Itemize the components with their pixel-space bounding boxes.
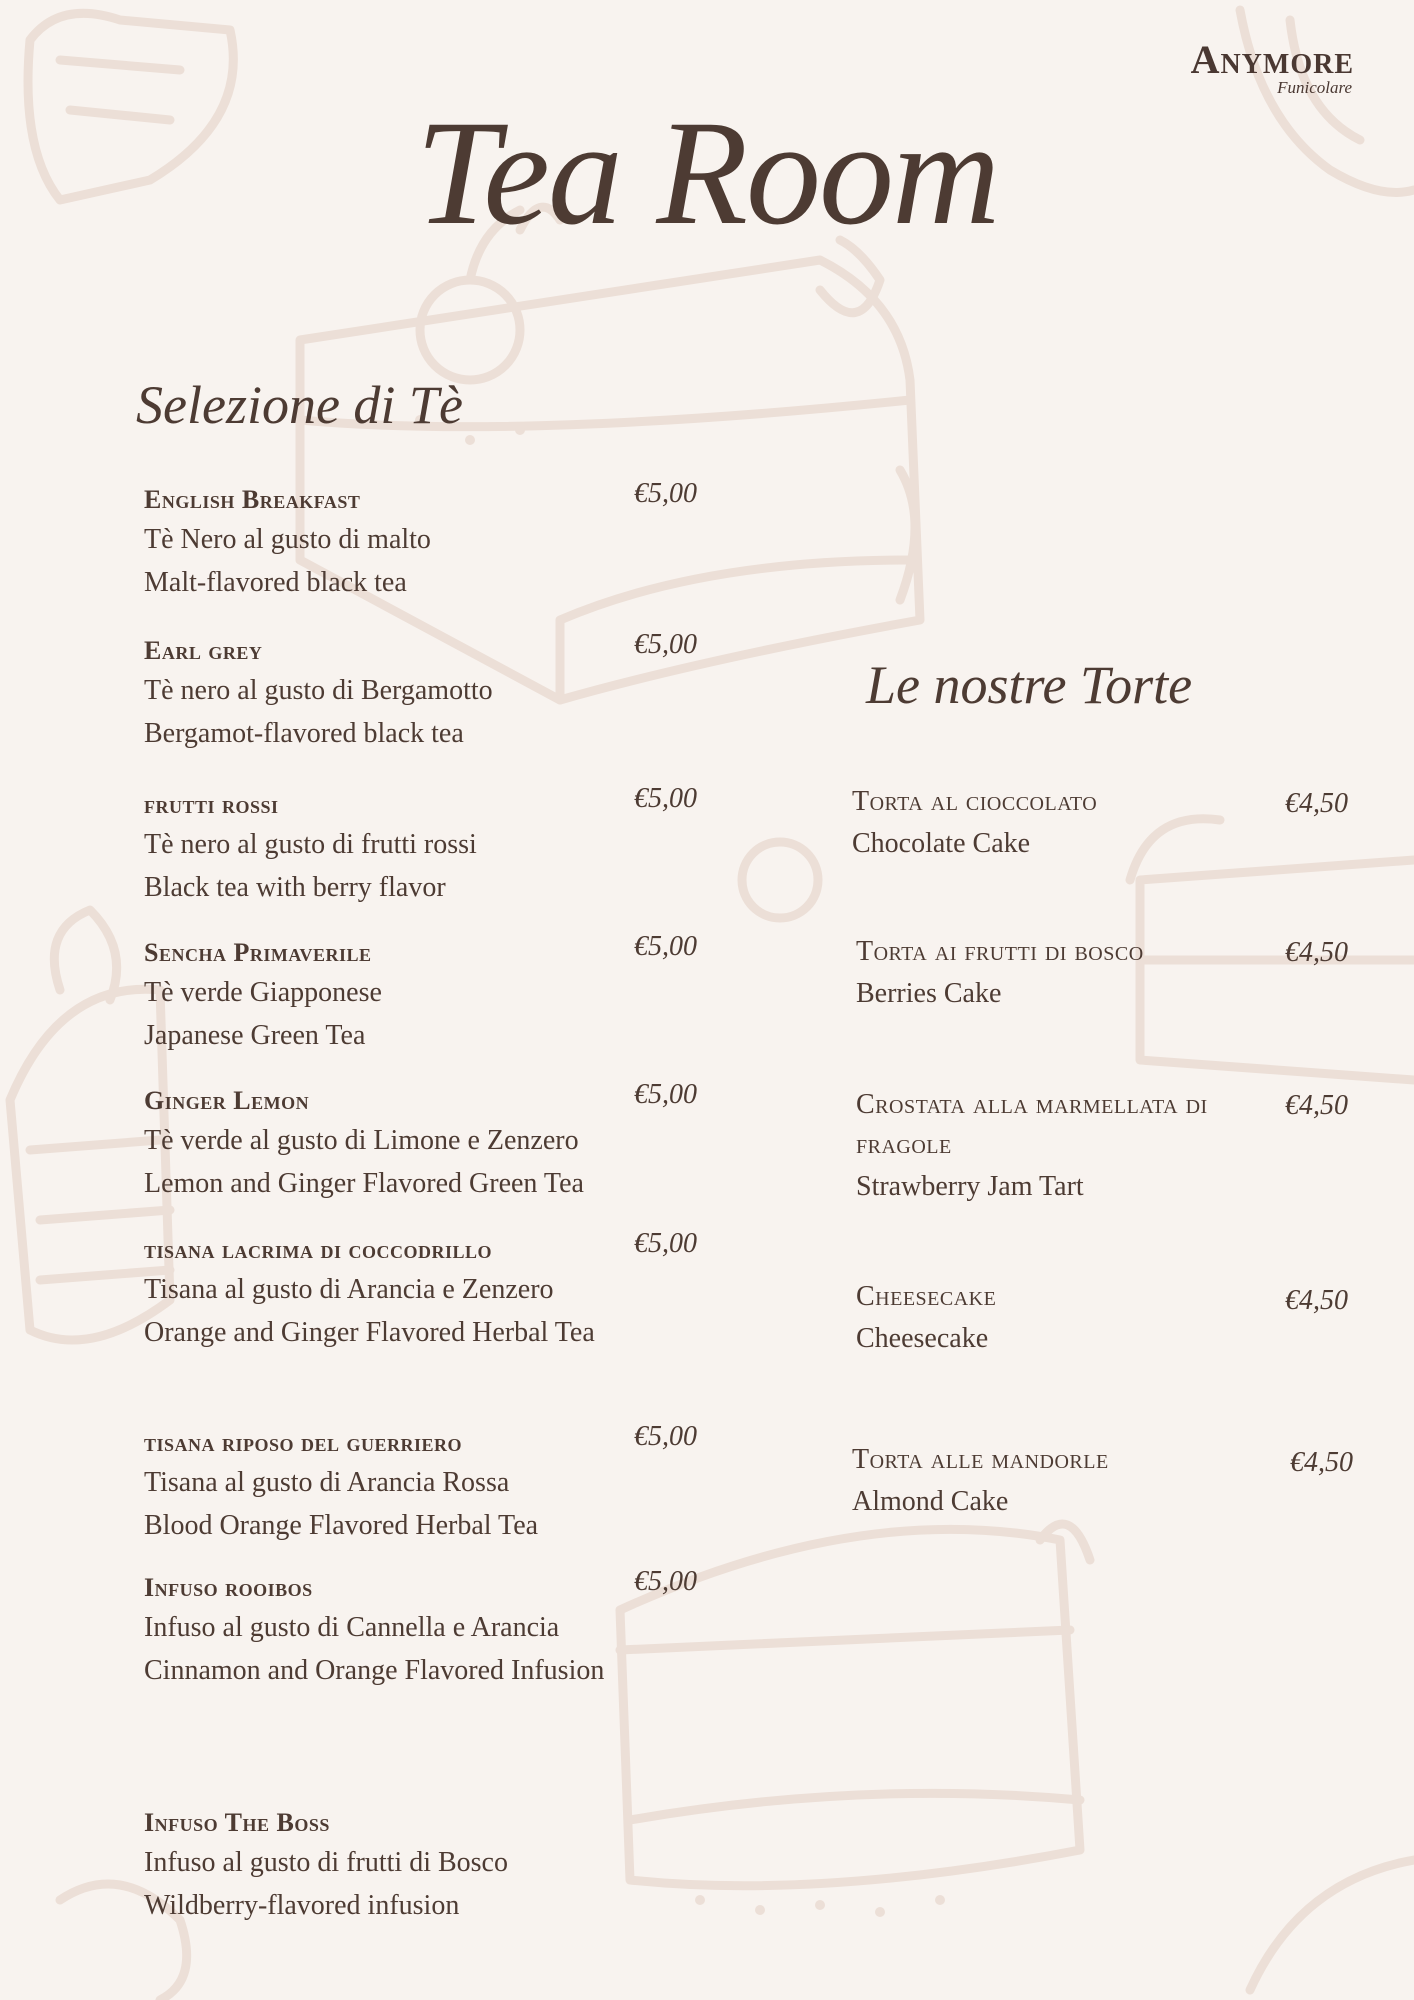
tea-item-description: Wildberry-flavored infusion: [144, 1890, 460, 1921]
tea-item-description: Black tea with berry flavor: [144, 872, 446, 903]
tea-item: [144, 1570, 644, 1692]
tea-item-price: €5,00: [634, 1421, 697, 1452]
tea-item: [144, 1425, 644, 1547]
cake-item-price: €4,50: [1285, 1285, 1348, 1316]
cake-item-name: Torta al cioccolato: [852, 786, 1098, 817]
tea-item-name: Ginger Lemon: [144, 1086, 310, 1115]
tea-item-description: Tè verde Giapponese: [144, 977, 382, 1008]
cake-item-description: Almond Cake: [852, 1486, 1009, 1517]
cake-section-heading: Le nostre Torte: [866, 655, 1193, 715]
cake-item: [856, 932, 1256, 1015]
cake-item: [856, 1277, 1256, 1360]
tea-item-price: €5,00: [634, 478, 697, 509]
tea-item-description: Tè verde al gusto di Limone e Zenzero: [144, 1125, 579, 1156]
tea-section-heading: Selezione di Tè: [136, 375, 463, 435]
tea-item-description: Infuso al gusto di frutti di Bosco: [144, 1847, 508, 1878]
tea-item-name: frutti rossi: [144, 790, 279, 819]
tea-item: [144, 482, 644, 604]
cake-item-name: Crostata alla marmellata di fragole: [856, 1089, 1208, 1160]
tea-item-name: Sencha Primaverile: [144, 938, 372, 967]
tea-item-price: €5,00: [634, 1228, 697, 1259]
tea-item-description: Tè nero al gusto di frutti rossi: [144, 829, 477, 860]
tea-item-description: Infuso al gusto di Cannella e Arancia: [144, 1612, 560, 1643]
cake-item-description: Chocolate Cake: [852, 828, 1031, 859]
tea-item-description: Japanese Green Tea: [144, 1020, 366, 1051]
tea-item-name: tisana lacrima di coccodrillo: [144, 1235, 493, 1264]
tea-item-name: tisana riposo del guerriero: [144, 1428, 463, 1457]
tea-item-description: Tè nero al gusto di Bergamotto: [144, 675, 493, 706]
tea-item-price: €5,00: [634, 783, 697, 814]
tea-item-price: €5,00: [634, 629, 697, 660]
tea-item: [144, 1083, 644, 1205]
cake-item-description: Berries Cake: [856, 978, 1002, 1009]
page-title: Tea Room: [415, 90, 999, 256]
tea-item-price: €5,00: [634, 931, 697, 962]
tea-item: [144, 1805, 644, 1927]
tea-item-name: Earl grey: [144, 636, 263, 665]
tea-item-description: Malt-flavored black tea: [144, 567, 407, 598]
cake-item: [856, 1085, 1256, 1208]
cake-item-price: €4,50: [1285, 937, 1348, 968]
cake-item-price: €4,50: [1290, 1447, 1353, 1478]
cake-item-description: Cheesecake: [856, 1323, 989, 1354]
cake-item-name: Torta alle mandorle: [852, 1444, 1109, 1475]
tea-item: [144, 1232, 644, 1354]
tea-item-description: Lemon and Ginger Flavored Green Tea: [144, 1168, 584, 1199]
tea-item-description: Tè Nero al gusto di malto: [144, 524, 431, 555]
tea-item: [144, 935, 644, 1057]
tea-item-description: Bergamot-flavored black tea: [144, 718, 464, 749]
tea-item-price: €5,00: [634, 1079, 697, 1110]
cake-item-name: Cheesecake: [856, 1281, 997, 1312]
cake-item: [852, 1440, 1252, 1523]
tea-item-name: Infuso rooibos: [144, 1573, 313, 1602]
tea-item-name: English Breakfast: [144, 485, 361, 514]
cake-item: [852, 782, 1252, 865]
cake-item-name: Torta ai frutti di bosco: [856, 936, 1144, 967]
cake-item-price: €4,50: [1285, 1090, 1348, 1121]
brand-subtitle: Funicolare: [1277, 78, 1352, 97]
tea-item-description: Orange and Ginger Flavored Herbal Tea: [144, 1317, 595, 1348]
tea-item-description: Blood Orange Flavored Herbal Tea: [144, 1510, 539, 1541]
tea-item-description: Cinnamon and Orange Flavored Infusion: [144, 1655, 605, 1686]
tea-item-price: €5,00: [634, 1566, 697, 1597]
cake-item-price: €4,50: [1285, 788, 1348, 819]
tea-item-description: Tisana al gusto di Arancia e Zenzero: [144, 1274, 554, 1305]
tea-item-name: Infuso The Boss: [144, 1808, 330, 1837]
tea-item-description: Tisana al gusto di Arancia Rossa: [144, 1467, 510, 1498]
tea-item: [144, 787, 644, 909]
tea-item: [144, 633, 644, 755]
brand-name: Anymore: [1190, 37, 1354, 82]
cake-item-description: Strawberry Jam Tart: [856, 1171, 1084, 1202]
